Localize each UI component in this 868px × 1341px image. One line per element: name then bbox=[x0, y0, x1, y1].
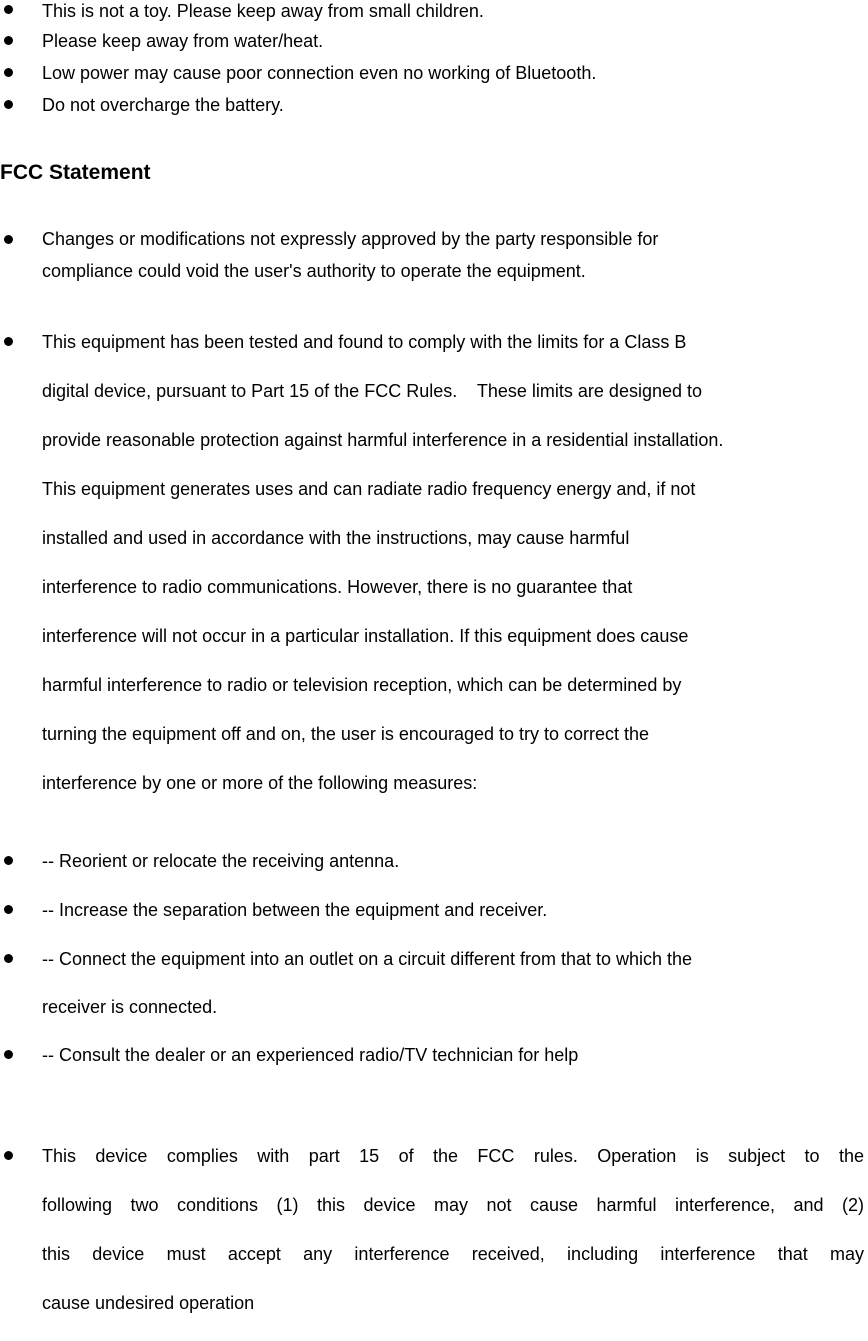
list-item-text: Do not overcharge the battery. bbox=[42, 95, 284, 115]
section-heading: FCC Statement bbox=[0, 161, 151, 184]
text-line: cause undesired operation bbox=[42, 1293, 255, 1313]
list-item-text bbox=[42, 331, 864, 821]
bullet-icon bbox=[4, 235, 13, 244]
text-line: receiver is connected. bbox=[42, 997, 218, 1017]
list-item-text: This is not a toy. Please keep away from small children. bbox=[42, 1, 484, 21]
list-item-text: Low power may cause poor connection even no working of Bluetooth. bbox=[42, 63, 597, 83]
text-line: interference by one or more of the following measures: bbox=[42, 773, 478, 793]
text-line: digital device, pursuant to Part 15 of the FCC Rules. These limits are designed to bbox=[42, 381, 703, 401]
list-item-text: -- Consult the dealer or an experienced radio/TV technician for help bbox=[42, 1045, 579, 1065]
bullet-icon bbox=[4, 100, 13, 109]
bullet-icon bbox=[4, 1050, 13, 1059]
text-line: this device must accept any interference received, including interference that may bbox=[42, 1244, 864, 1264]
text-line: This equipment generates uses and can radiate radio frequency energy and, if not bbox=[42, 479, 696, 499]
bullet-icon bbox=[4, 5, 13, 14]
bullet-icon bbox=[4, 36, 13, 45]
text-line: following two conditions (1) this device may not cause harmful interference, and (2) bbox=[42, 1195, 864, 1215]
text-line: -- Connect the equipment into an outlet on a circuit different from that to which the bbox=[42, 949, 693, 969]
text-line: provide reasonable protection against harmful interference in a residential installation. bbox=[42, 430, 724, 450]
list-item-text: -- Reorient or relocate the receiving antenna. bbox=[42, 851, 400, 871]
list-item-text bbox=[42, 948, 864, 1044]
bullet-icon bbox=[4, 68, 13, 77]
text-line: harmful interference to radio or television reception, which can be determined by bbox=[42, 675, 682, 695]
text-line: compliance could void the user's authority to operate the equipment. bbox=[42, 261, 586, 281]
bullet-icon bbox=[4, 905, 13, 914]
bullet-icon bbox=[4, 954, 13, 963]
text-line: interference to radio communications. However, there is no guarantee that bbox=[42, 577, 633, 597]
text-line: This device complies with part 15 of the FCC rules. Operation is subject to the bbox=[42, 1146, 864, 1166]
list-item-text: Please keep away from water/heat. bbox=[42, 31, 324, 51]
text-line: This equipment has been tested and found to comply with the limits for a Class B bbox=[42, 332, 687, 352]
list-item-text bbox=[42, 228, 864, 292]
text-line: installed and used in accordance with the instructions, may cause harmful bbox=[42, 528, 630, 548]
bullet-icon bbox=[4, 337, 13, 346]
text-line: turning the equipment off and on, the user is encouraged to try to correct the bbox=[42, 724, 650, 744]
bullet-icon bbox=[4, 1151, 13, 1160]
list-item-text: -- Increase the separation between the equipment and receiver. bbox=[42, 900, 548, 920]
text-line: interference will not occur in a particular installation. If this equipment does cause bbox=[42, 626, 689, 646]
text-line: Changes or modifications not expressly approved by the party responsible for bbox=[42, 229, 659, 249]
bullet-icon bbox=[4, 856, 13, 865]
